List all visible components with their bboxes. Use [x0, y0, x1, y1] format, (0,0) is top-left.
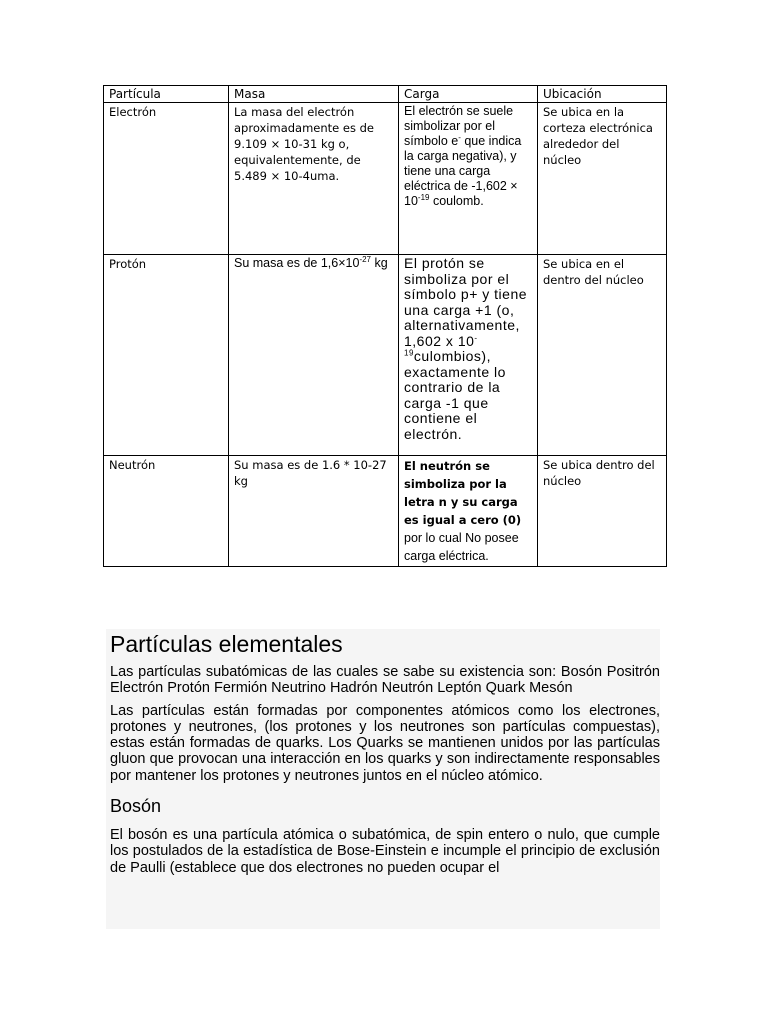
table-row-neutron — [104, 456, 667, 567]
mass-proton-part1: Su masa es de 1,6×10 — [234, 256, 360, 270]
charge-proton-part1: El protón se simboliza por el símbolo p+ y tiene una carga +1 (o, alternativamente, 1,602 x 10 — [404, 255, 528, 349]
cell-particle-neutron: Neutrón — [104, 456, 229, 567]
header-charge: Carga — [399, 86, 538, 103]
mass-proton-sup: -27 — [359, 254, 371, 264]
charge-electron-sup2: -19 — [417, 192, 430, 202]
mass-electron-text: La masa del electrón aproximadamente es de 9.109 × 10-31 kg o, equivalentemente, de 5.489 × 10-4uma. — [234, 105, 375, 183]
header-particle: Partícula — [104, 86, 229, 103]
cell-charge-electron — [399, 103, 538, 255]
cell-charge-neutron — [399, 456, 538, 567]
cell-location-proton: Se ubica en el dentro del núcleo — [538, 255, 667, 456]
charge-electron-sup1: - — [458, 132, 461, 142]
article-paragraph-3: El bosón es una partícula atómica o subatómica, de spin entero o nulo, que cumple los postulados de la estadística de Bose-Einstein e incumple el principio de exclusión de Paulli (establece que dos electrones no pueden ocupar el — [110, 827, 660, 876]
article-section — [106, 629, 660, 929]
cell-mass-electron — [229, 103, 399, 255]
article-subtitle: Bosón — [110, 796, 162, 817]
header-location: Ubicación — [538, 86, 667, 103]
cell-location-neutron: Se ubica dentro del núcleo — [538, 456, 667, 567]
cell-location-electron: Se ubica en la corteza electrónica alrededor del núcleo — [538, 103, 667, 255]
article-paragraph-1: Las partículas subatómicas de las cuales se sabe su existencia son: Bosón Positrón Electrón Protón Fermión Neutrino Hadrón Neutrón Leptón Quark Mesón — [110, 664, 660, 697]
article-paragraph-2: Las partículas están formadas por componentes atómicos como los electrones, protones y neutrones, (los protones y los neutrones son partículas compuestas), estas están formadas de quarks. Los Quarks se mantienen unidos por las partículas gluon que provocan una interacción en los quarks y son indirectamente responsables por mantener los protones y neutrones juntos en el núcleo atómico. — [110, 702, 660, 784]
particles-table — [103, 85, 667, 567]
charge-proton-part2: culombios), exactamente lo contrario de la carga -1 que contiene el electrón. — [404, 348, 506, 442]
charge-electron-part3: coulomb. — [429, 194, 484, 208]
cell-charge-proton — [399, 255, 538, 456]
header-mass: Masa — [229, 86, 399, 103]
cell-particle-electron: Electrón — [104, 103, 229, 255]
table-header-row — [104, 86, 667, 103]
cell-mass-neutron: Su masa es de 1.6 * 10-27 kg — [229, 456, 399, 567]
charge-neutron-bold: El neutrón se simboliza por la letra n y su carga es igual a cero (0) — [404, 459, 522, 527]
table-row-electron — [104, 103, 667, 255]
cell-particle-proton: Protón — [104, 255, 229, 456]
charge-electron-part1: El electrón se suele simbolizar por el símbolo e — [404, 104, 514, 148]
mass-proton-part2: kg — [371, 256, 388, 270]
charge-proton-sup: -19 — [404, 332, 478, 358]
table-row-proton — [104, 255, 667, 456]
charge-neutron-rest: por lo cual No posee carga eléctrica. — [404, 531, 519, 563]
charge-electron-part2: que indica la carga negativa), y tiene una carga eléctrica de -1,602 × 10 — [404, 134, 522, 208]
cell-mass-proton — [229, 255, 399, 456]
article-title: Partículas elementales — [110, 631, 343, 657]
